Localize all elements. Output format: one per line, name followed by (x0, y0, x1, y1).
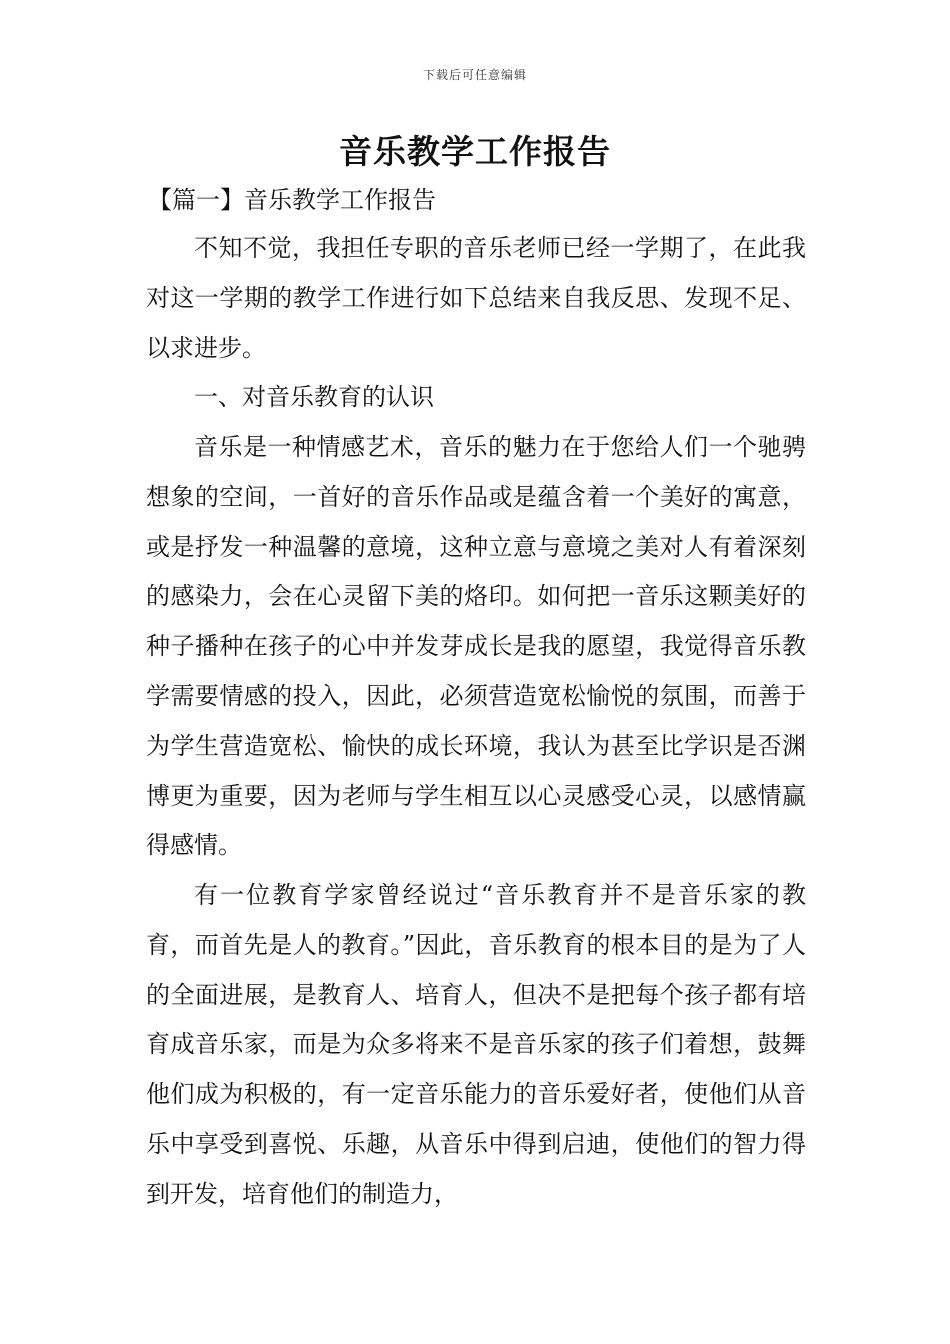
subheading-one: 一、对音乐教育的认识 (194, 383, 434, 411)
document-title: 音乐教学工作报告 (339, 132, 611, 171)
music-art-paragraph: 音乐是一种情感艺术，音乐的魅力在于您给人们一个驰骋想象的空间，一首好的音乐作品或是蕴含着一个美好的寓意，或是抒发一种温馨的意境，这种立意与意境之美对人有着深刻的感染力，会在心灵留下美的烙印。如何把一音乐这颗美好的种子播种在孩子的心中并发芽成长是我的愿望，我觉得音乐教学需要情感的投入，因此，必须营造宽松愉悦的氛围，而善于为学生营造宽松、愉快的成长环境，我认为甚至比学识是否渊博更为重要，因为老师与学生相互以心灵感受心灵，以感情赢得感情。 (146, 433, 806, 860)
header-note: 下载后可任意编辑 (422, 68, 527, 82)
intro-paragraph: 不知不觉，我担任专职的音乐老师已经一学期了，在此我对这一学期的教学工作进行如下总结来自我反思、发现不足、以求进步。 (146, 234, 806, 362)
section-heading: 【篇一】音乐教学工作报告 (148, 186, 436, 214)
educator-quote-paragraph: 有一位教育学家曾经说过“音乐教育并不是音乐家的教育，而首先是人的教育。”因此，音乐教育的根本目的是为了人的全面进展，是教育人、培育人，但决不是把每个孩子都有培育成音乐家，而是为众多将来不是音乐家的孩子们着想，鼓舞他们成为积极的，有一定音乐能力的音乐爱好者，使他们从音乐中享受到喜悦、乐趣，从音乐中得到启迪，使他们的智力得到开发，培育他们的制造力， (146, 881, 806, 1208)
